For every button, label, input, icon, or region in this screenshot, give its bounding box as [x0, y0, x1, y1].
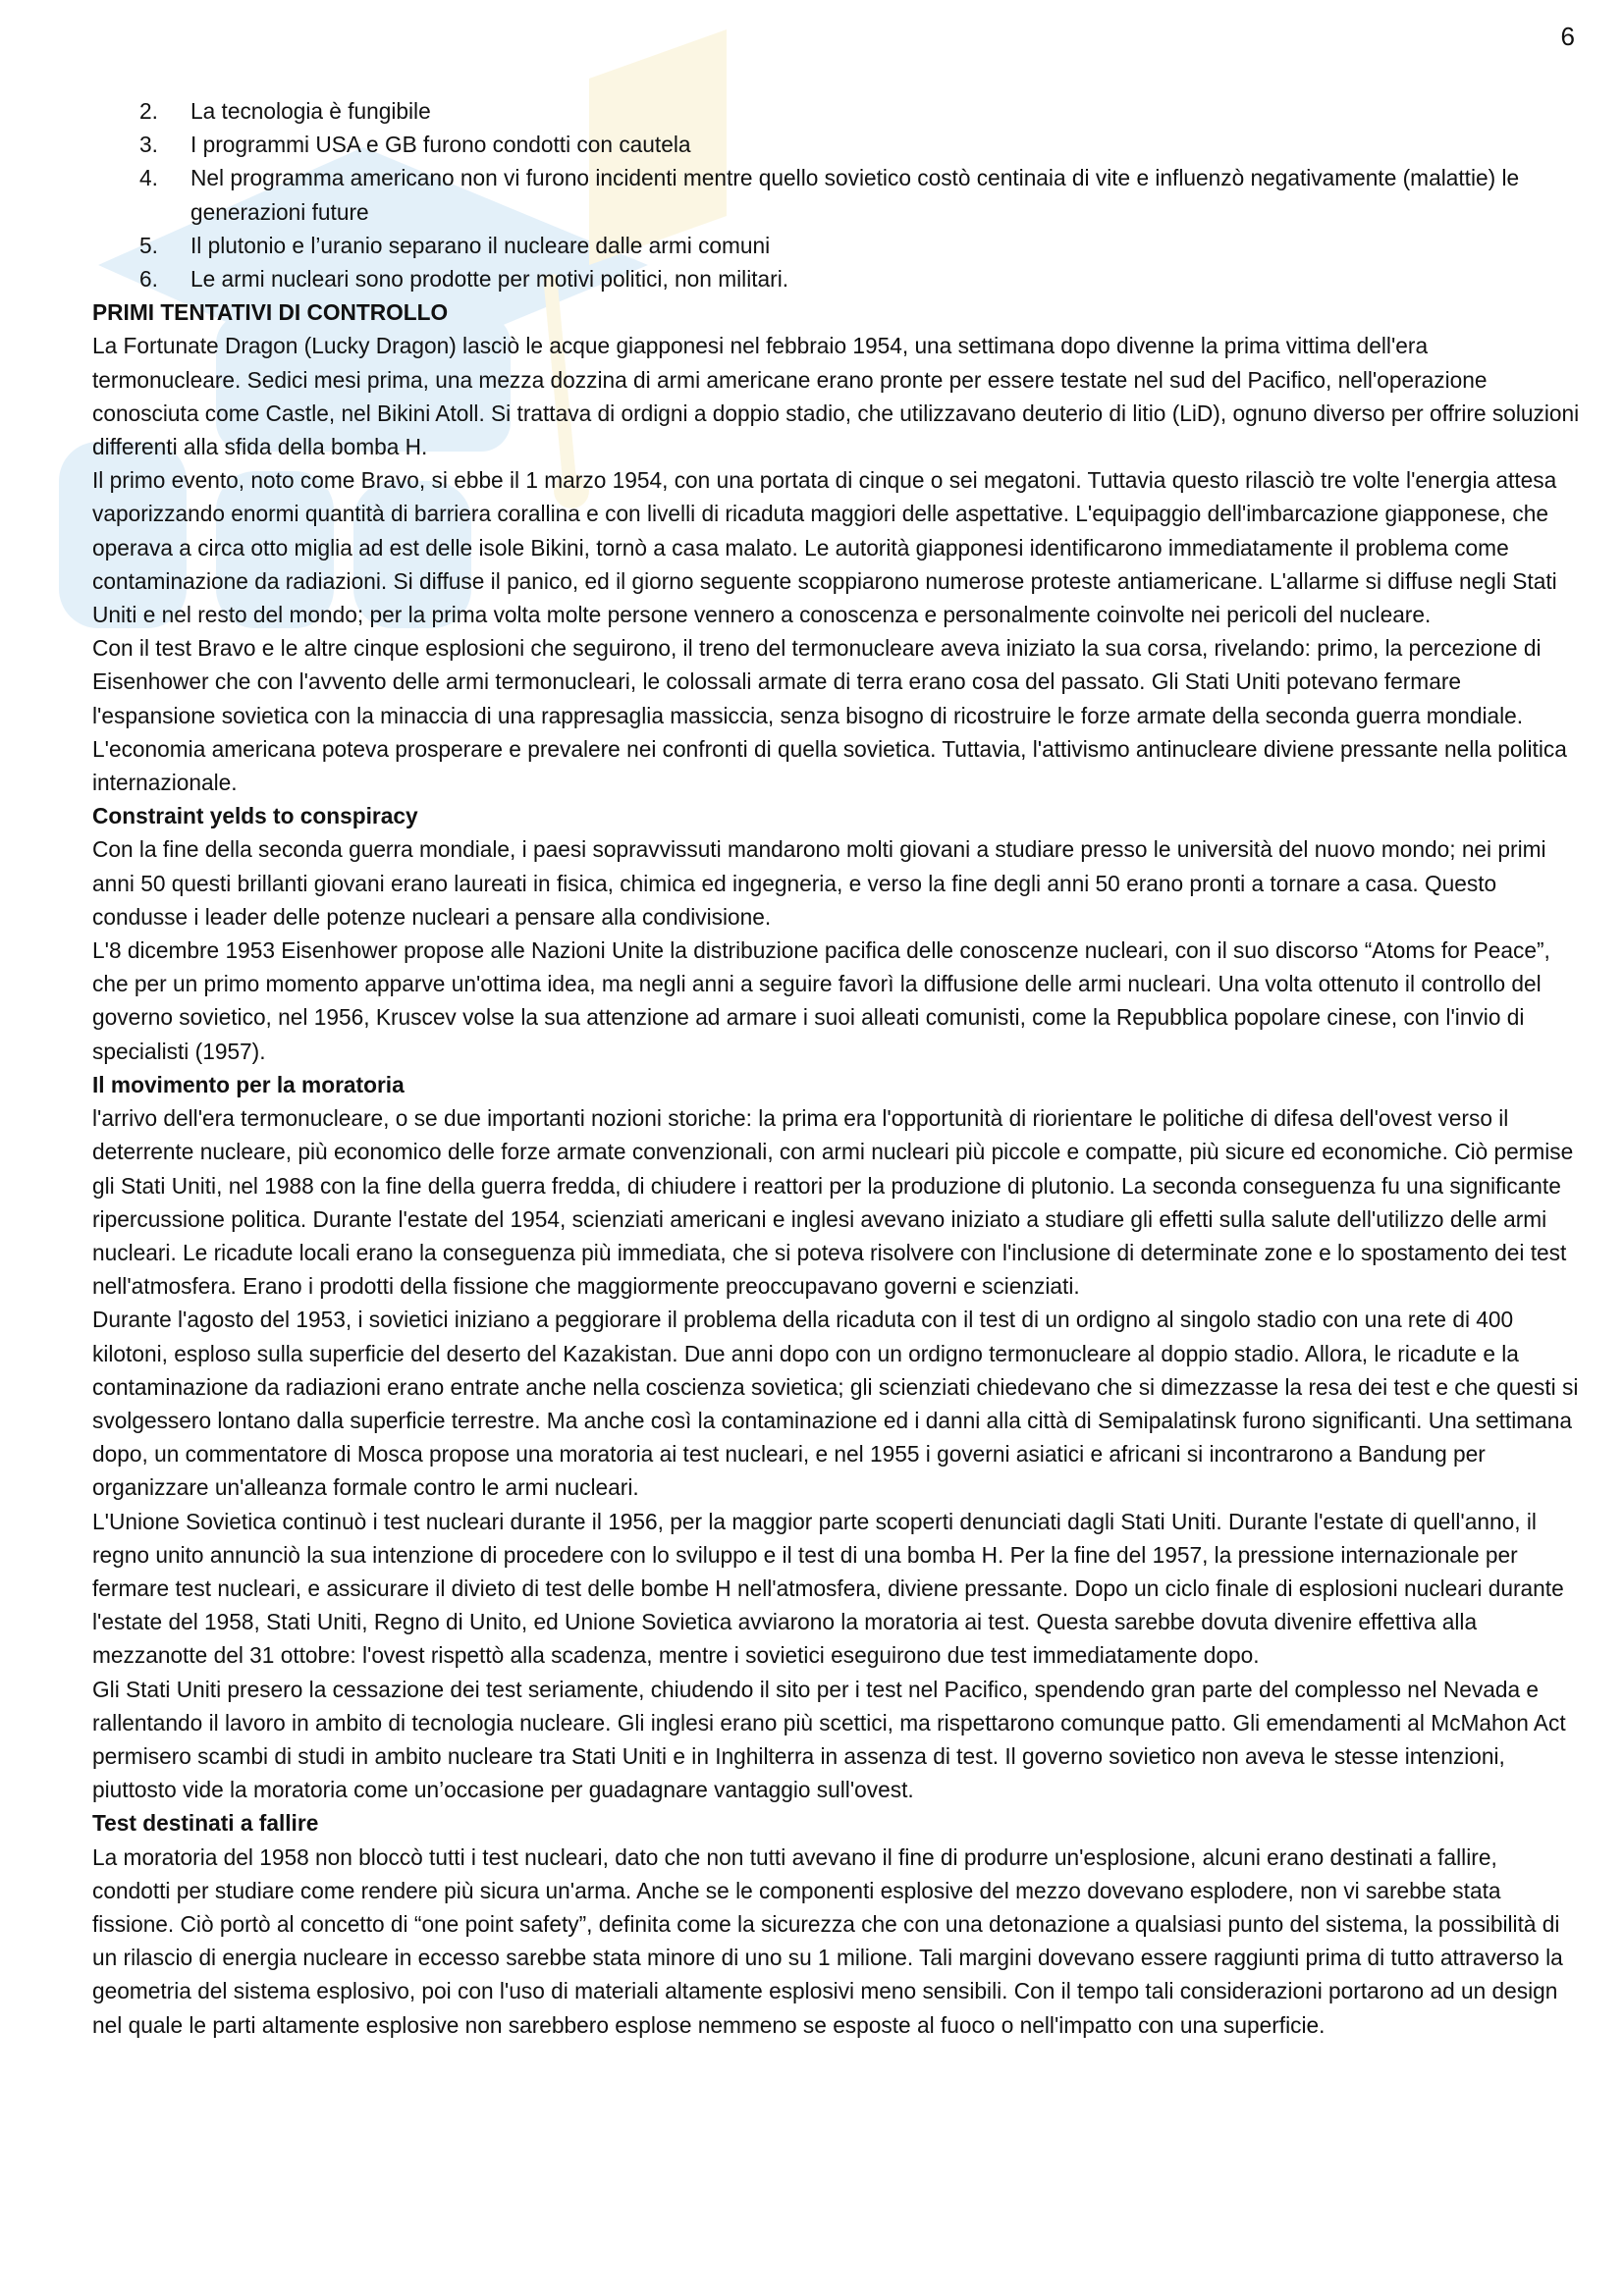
list-item-text: Il plutonio e l’uranio separano il nucleare dalle armi comuni	[190, 232, 771, 258]
section-heading: Constraint yelds to conspiracy	[92, 803, 418, 829]
list-item-text: I programmi USA e GB furono condotti con cautela	[190, 132, 691, 158]
body-paragraph: L'Unione Sovietica continuò i test nucleari durante il 1956, per la maggior parte scoperti denunciati dagli Stati Uniti. Durante l'estate di quell'anno, il regno unito annunciò la sua intenzione di procedere con lo sviluppo e il test di una bomba H. Per la fine del 1957, la pressione internazionale per fermare test nucleari, e assicurare il divieto di test delle bombe H nell'atmosfera, diviene pressante. Dopo un ciclo finale di esplosioni nucleari durante l'estate del 1958, Stati Uniti, Regno di Unito, ed Unione Sovietica avviarono la moratoria ai test. Questa sarebbe dovuta divenire effettiva alla mezzanotte del 31 ottobre: l'ovest rispettò alla scadenza, mentre i sovietici eseguirono due test immediatamente dopo.	[92, 1508, 1564, 1669]
list-item	[92, 262, 1581, 295]
list-item-number: 2.	[139, 98, 158, 124]
body-paragraph: La moratoria del 1958 non bloccò tutti i test nucleari, dato che non tutti avevano il fine di produrre un'esplosione, alcuni erano destinati a fallire, condotti per studiare come rendere più sicura un'arma. Anche se le componenti esplosive del mezzo dovevano esplodere, non vi sarebbe stata fissione. Ciò portò al concetto di “one point safety”, definita come la sicurezza che con una detonazione a qualsiasi punto del sistema, la possibilità di un rilascio di energia nucleare in eccesso sarebbe stata minore di uno su 1 milione. Tali margini dovevano essere raggiunti prima di tutto attraverso la geometria del sistema esplosivo, poi con l'uso di materiali altamente esplosivi meno sensibili. Con il tempo tali considerazioni portarono ad un design nel quale le parti altamente esplosive non sarebbero esplose nemmeno se esposte al fuoco o nell'impatto con una superficie.	[92, 1843, 1563, 2038]
numbered-list	[92, 94, 1581, 295]
body-paragraph: Gli Stati Uniti presero la cessazione dei test seriamente, chiudendo il sito per i test nel Pacifico, spendendo gran parte del complesso nel Nevada e rallentando il lavoro in ambito di tecnologia nucleare. Gli inglesi erano più scettici, ma rispettarono comunque patto. Gli emendamenti al McMahon Act permisero scambi di studi in ambito nucleare tra Stati Uniti e in Inghilterra in assenza di test. Il governo sovietico non aveva le stesse intenzioni, piuttosto vide la moratoria come un’occasione per guadagnare vantaggio sull'ovest.	[92, 1676, 1566, 1803]
body-paragraph: La Fortunate Dragon (Lucky Dragon) lasciò le acque giapponesi nel febbraio 1954, una settimana dopo divenne la prima vittima dell'era termonucleare. Sedici mesi prima, una mezza dozzina di armi americane erano pronte per essere testate nel sud del Pacifico, nell'operazione conosciuta come Castle, nel Bikini Atoll. Si trattava di ordigni a doppio stadio, che utilizzavano deuterio di litio (LiD), ognuno diverso per offrire soluzioni differenti alla sfida della bomba H.	[92, 333, 1580, 460]
list-item-text: Nel programma americano non vi furono incidenti mentre quello sovietico costò centinaia di vite e influenzò negativamente (malattie) le generazioni future	[190, 165, 1520, 225]
list-item	[92, 229, 1581, 262]
body-paragraph: Con il test Bravo e le altre cinque esplosioni che seguirono, il treno del termonucleare aveva iniziato la sua corsa, rivelando: primo, la percezione di Eisenhower che con l'avvento delle armi termonucleari, le colossali armate di terra erano cosa del passato. Gli Stati Uniti potevano fermare l'espansione sovietica con la minaccia di una rappresaglia massiccia, senza bisogno di ricostruire le forze armate della seconda guerra mondiale. L'economia americana poteva prosperare e prevalere nei confronti di quella sovietica. Tuttavia, l'attivismo antinucleare diviene pressante nella politica internazionale.	[92, 635, 1567, 796]
section-heading: Test destinati a fallire	[92, 1810, 319, 1837]
body-paragraph: Durante l'agosto del 1953, i sovietici iniziano a peggiorare il problema della ricaduta con il test di un ordigno al singolo stadio con una rete di 400 kilotoni, esploso sulla superficie del deserto del Kazakistan. Due anni dopo con un ordigno termonucleare al doppio stadio. Allora, le ricadute e la contaminazione da radiazioni erano entrate anche nella coscienza sovietica; gli scienziati chiedevano che si dimezzasse la resa dei test e che questi si svolgessero lontano dalla superficie terrestre. Ma anche così la contaminazione ed i danni alla città di Semipalatinsk furono significanti. Una settimana dopo, un commentatore di Mosca propose una moratoria ai test nucleari, e nel 1955 i governi asiatici e africani si incontrarono a Bandung per organizzare un'alleanza formale contro le armi nucleari.	[92, 1307, 1579, 1501]
list-item-number: 3.	[139, 132, 158, 158]
section-heading: PRIMI TENTATIVI DI CONTROLLO	[92, 299, 449, 326]
list-item-number: 4.	[139, 165, 158, 191]
list-item-text: Le armi nucleari sono prodotte per motivi politici, non militari.	[190, 266, 789, 293]
sections-container	[92, 295, 1581, 2042]
page-number: 6	[1560, 22, 1575, 51]
section-heading: Il movimento per la moratoria	[92, 1071, 405, 1097]
list-item-number: 5.	[139, 232, 158, 258]
list-item	[92, 94, 1581, 128]
document-body	[92, 94, 1581, 2042]
list-item-text: La tecnologia è fungibile	[190, 98, 431, 124]
list-item	[92, 161, 1581, 228]
list-item-number: 6.	[139, 266, 158, 293]
list-item	[92, 128, 1581, 161]
body-paragraph: Con la fine della seconda guerra mondiale, i paesi sopravvissuti mandarono molti giovani a studiare presso le università del nuovo mondo; nei primi anni 50 questi brillanti giovani erano laureati in fisica, chimica ed ingegneria, e verso la fine degli anni 50 erano pronti a tornare a casa. Questo condusse i leader delle potenze nucleari a pensare alla condivisione.	[92, 836, 1546, 930]
body-paragraph: L'8 dicembre 1953 Eisenhower propose alle Nazioni Unite la distribuzione pacifica delle conoscenze nucleari, con il suo discorso “Atoms for Peace”, che per un primo momento apparve un'ottima idea, ma negli anni a seguire favorì la diffusione delle armi nucleari. Una volta ottenuto il controllo del governo sovietico, nel 1956, Kruscev volse la sua attenzione ad armare i suoi alleati comunisti, come la Repubblica popolare cinese, con l'invio di specialisti (1957).	[92, 937, 1550, 1064]
body-paragraph: Il primo evento, noto come Bravo, si ebbe il 1 marzo 1954, con una portata di cinque o sei megatoni. Tuttavia questo rilasciò tre volte l'energia attesa vaporizzando enormi quantità di barriera corallina e con livelli di ricaduta maggiori delle aspettative. L'equipaggio dell'imbarcazione giapponese, che operava a circa otto miglia ad est delle isole Bikini, tornò a casa malato. Le autorità giapponesi identificarono immediatamente il problema come contaminazione da radiazioni. Si diffuse il panico, ed il giorno seguente scoppiarono numerose proteste antiamericane. L'allarme si diffuse negli Stati Uniti e nel resto del mondo; per la prima volta molte persone vennero a conoscenza e personalmente coinvolte nei pericoli del nucleare.	[92, 467, 1557, 628]
body-paragraph: l'arrivo dell'era termonucleare, o se due importanti nozioni storiche: la prima era l'opportunità di riorientare le politiche di difesa dell'ovest verso il deterrente nucleare, più economico delle forze armate convenzionali, con armi nucleari più piccole e compatte, più sicure ed economiche. Ciò permise gli Stati Uniti, nel 1988 con la fine della guerra fredda, di chiudere i reattori per la produzione di plutonio. La seconda conseguenza fu una significante ripercussione politica. Durante l'estate del 1954, scienziati americani e inglesi avevano iniziato a studiare gli effetti sulla salute dell'utilizzo delle armi nucleari. Le ricadute locali erano la conseguenza più immediata, che si poteva risolvere con l'inclusione di determinate zone e lo spostamento dei test nell'atmosfera. Erano i prodotti della fissione che maggiormente preoccupavano governi e scienziati.	[92, 1105, 1574, 1300]
